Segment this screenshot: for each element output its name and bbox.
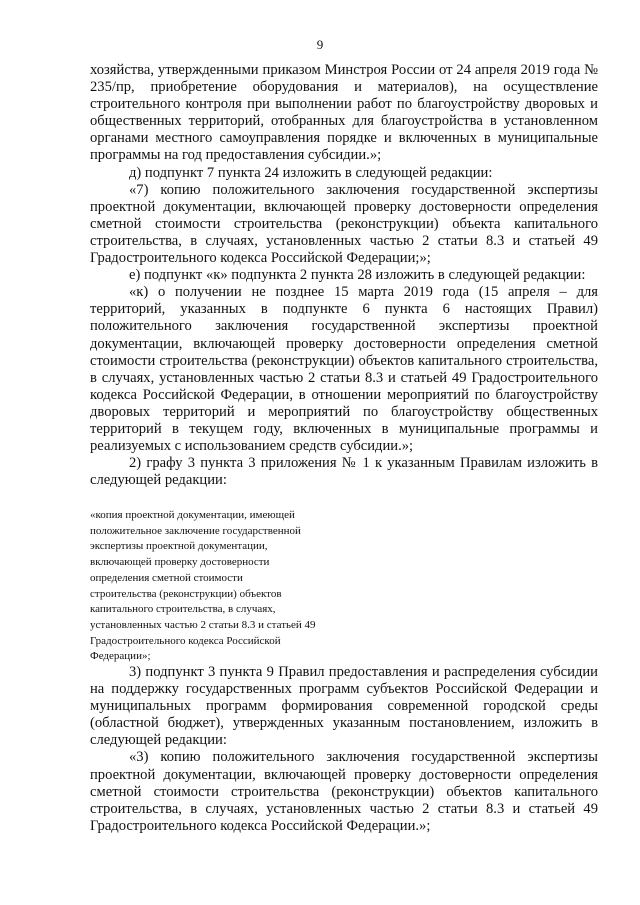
paragraph: «к) о получении не позднее 15 марта 2019 года (15 апреля – для территорий, указанных в подпункте 6 пункта 6 настоящих Правил) положительного заключения государственной экспертизы проектной документации, включающей проверку достоверности определения сметной стоимости строительства (реконструкции) объектов капитального строительства, в случаях, установленных частью 2 статьи 8.3 и статьей 49 Градостроительного кодекса Российской Федерации, в отношении мероприятий по благоустройству дворовых территорий и мероприятий по благоустройству общественных территорий в текущем году, включенных в муниципальные программы и реализуемых с использованием средств субсидии.»; [90,284,598,455]
table-cell-line: Градостроительного кодекса Российской [90,634,281,647]
table-cell-line: капитального строительства, в случаях, [90,603,276,616]
paragraph: «7) копию положительного заключения государственной экспертизы проектной документации, включающей проверку достоверности определения сметной стоимости строительства (реконструкции) объекта капитального строительства, в случаях, установленных частью 2 статьи 8.3 и статьей 49 Градостроительного кодекса Российской Федерации;»; [90,181,598,267]
table-cell-line: строительства (реконструкции) объектов [90,587,282,600]
paragraph: 2) графу 3 пункта 3 приложения № 1 к указанным Правилам изложить в следующей редакции: [90,455,598,489]
table-cell-line: включающей проверку достоверности [90,556,270,569]
table-cell-line: положительное заключение государственной [90,524,301,537]
body-text-top [90,62,598,489]
body-text-bottom [90,664,598,835]
page-number: 9 [316,37,324,52]
paragraph: д) подпункт 7 пункта 24 изложить в следующей редакции: [129,164,493,181]
paragraph: 3) подпункт 3 пункта 9 Правил предоставления и распределения субсидии на поддержку государственных программ субъектов Российской Федерации и муниципальных программ формирования современной городской среды (областной бюджет), утвержденных указанным постановлением, изложить в следующей редакции: [90,664,598,749]
paragraph: «3) копию положительного заключения государственной экспертизы проектной документации, включающей проверку достоверности определения сметной стоимости строительства (реконструкции) объектов капитального строительства, в случаях, установленных частью 2 статьи 8.3 и статьей 49 Градостроительного кодекса Российской Федерации.»; [90,749,598,834]
table-cell-line: установленных частью 2 статьи 8.3 и статьей 49 [90,618,316,631]
table-cell-line: Федерации»; [90,650,151,663]
table-column-3-text [90,508,360,665]
table-cell-line: экспертизы проектной документации, [90,540,268,553]
paragraph: хозяйства, утвержденными приказом Минстроя России от 24 апреля 2019 года № 235/пр, приобретение оборудования и материалов), на осуществление строительного контроля при выполнении работ по благоустройству дворовых и общественных территорий, отобранных для благоустройства в установленном органами местного самоуправления порядке и включенных в муниципальные программы на год предоставления субсидии.»; [90,62,598,164]
table-cell-line: определения сметной стоимости [90,571,243,584]
paragraph: е) подпункт «к» подпункта 2 пункта 28 изложить в следующей редакции: [129,267,586,284]
table-cell-line: «копия проектной документации, имеющей [90,509,295,521]
